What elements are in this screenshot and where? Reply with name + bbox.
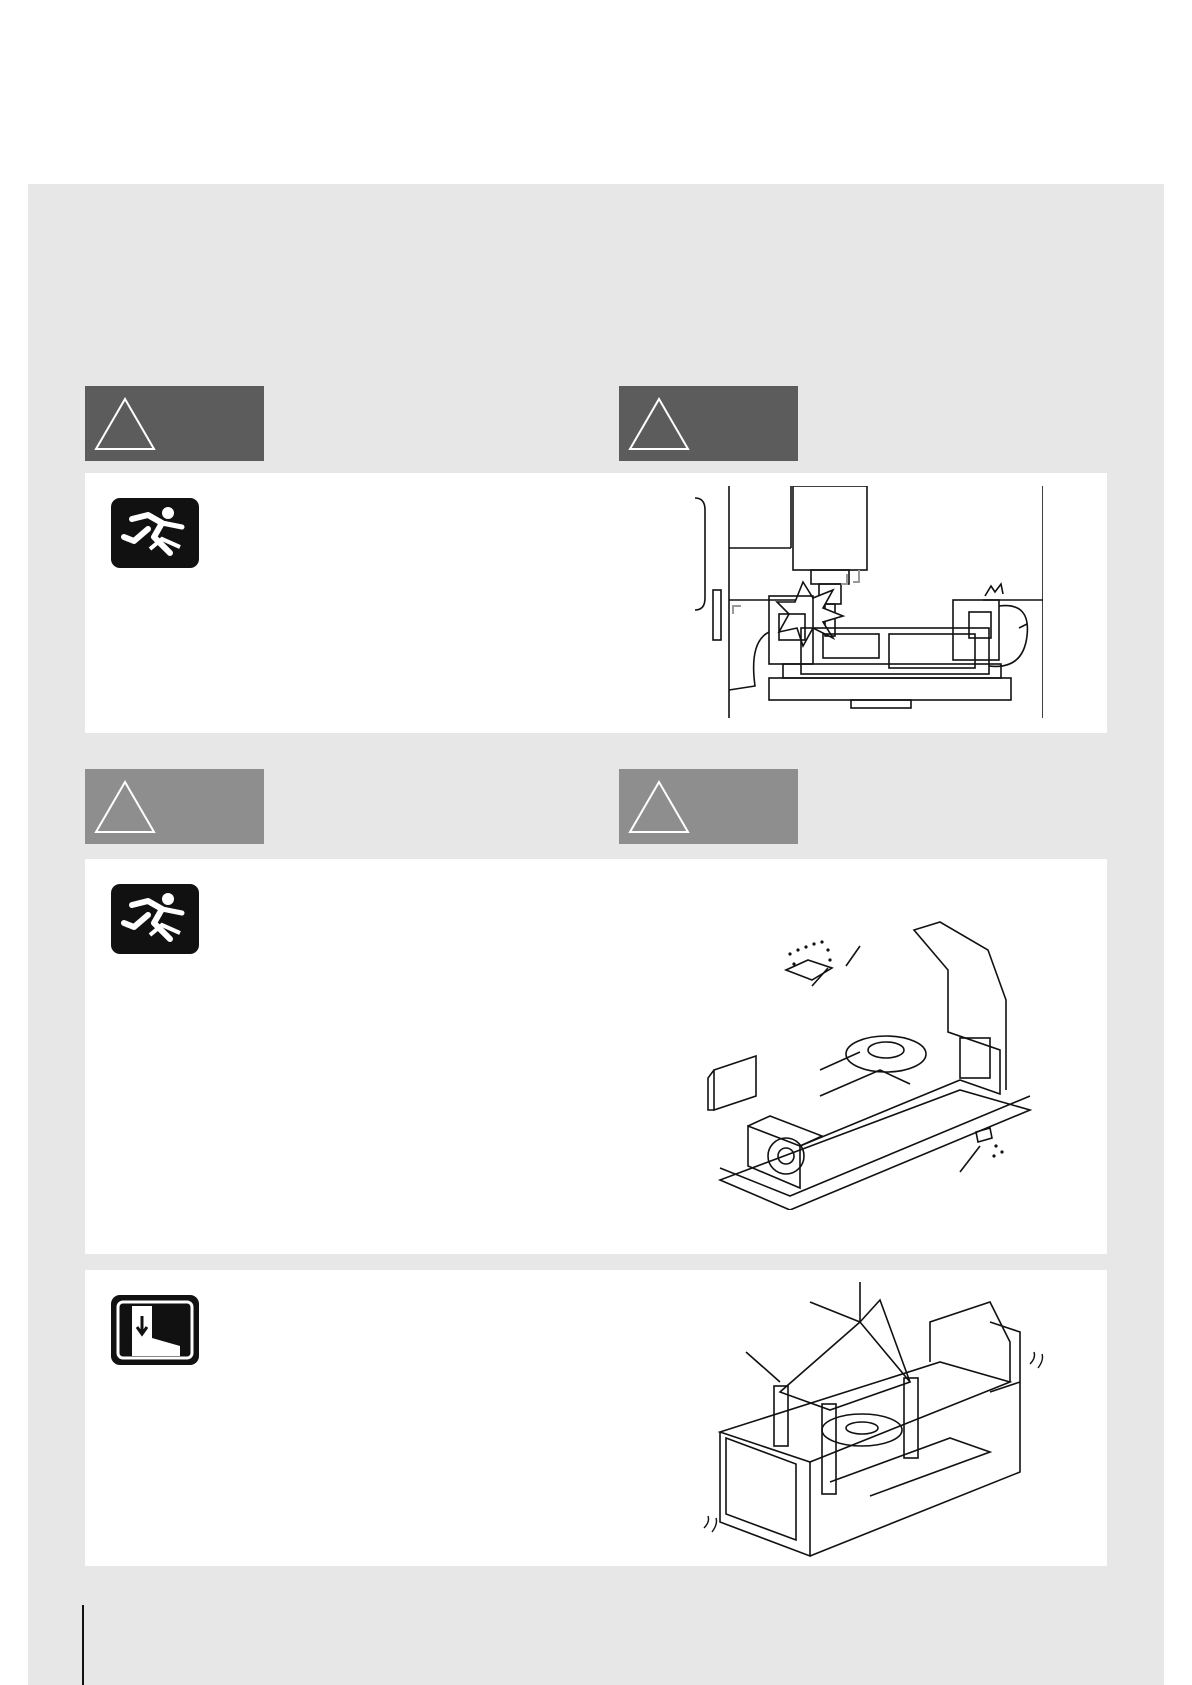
rotary-table-lifting-illustration (690, 1282, 1050, 1560)
warning-triangle-icon (93, 779, 157, 835)
caution-label (85, 769, 264, 844)
warning-triangle-icon (627, 779, 691, 835)
falling-person-icon (110, 883, 200, 955)
page-margin-rule (82, 1605, 84, 1685)
warning-label (619, 386, 798, 461)
spindle-collision-illustration (683, 486, 1043, 718)
warning-triangle-icon (627, 396, 691, 452)
warning-triangle-icon (93, 396, 157, 452)
foot-crush-icon (110, 1294, 200, 1366)
falling-person-icon (110, 497, 200, 569)
caution-label (619, 769, 798, 844)
rotary-table-cover-removal-illustration (700, 920, 1045, 1210)
warning-label (85, 386, 264, 461)
